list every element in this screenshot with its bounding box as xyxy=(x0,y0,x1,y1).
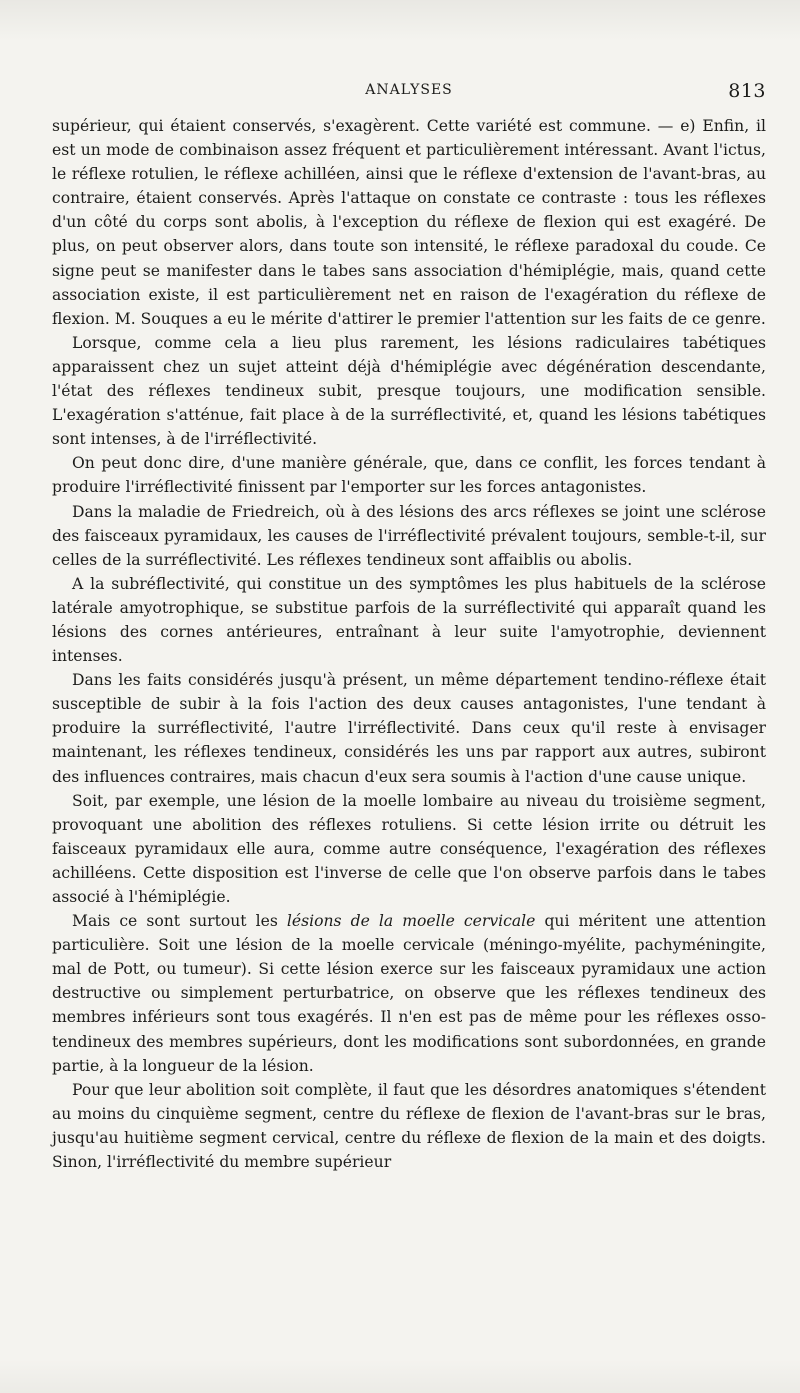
paragraph-text-before: Mais ce sont surtout les xyxy=(72,912,287,931)
body-text xyxy=(52,114,766,1174)
paragraph-continuation: supérieur, qui étaient conservés, s'exagèrent. Cette variété est commune. — e) Enfin, il est un mode de combinaison assez fréquent et particulièrement intéressant. Avant l'ictus, le réflexe rotulien, le réflexe achilléen, ainsi que le réflexe d'extension de l'avant-bras, au contraire, étaient conservés. Après l'attaque on constate ce contraste : tous les réflexes d'un côté du corps sont abolis, à l'exception du réflexe de flexion qui est exagéré. De plus, on peut observer alors, dans toute son intensité, le réflexe paradoxal du coude. Ce signe peut se manifester dans le tabes sans association d'hémiplégie, mais, quand cette association existe, il est particulièrement net en raison de l'exagération du réflexe de flexion. M. Souques a eu le mérite d'attirer le premier l'attention sur les faits de ce genre. xyxy=(52,117,766,328)
paragraph: Dans la maladie de Friedreich, où à des lésions des arcs réflexes se joint une sclérose des faisceaux pyramidaux, les causes de l'irréflectivité prévalent toujours, semble-t-il, sur celles de la surréflectivité. Les réflexes tendineux sont affaiblis ou abolis. xyxy=(52,502,766,569)
paragraph-text-after: qui méritent une attention particulière. Soit une lésion de la moelle cervicale (méningo-myélite, pachyméningite, mal de Pott, ou tumeur). Si cette lésion exerce sur les faisceaux pyramidaux une action destructive ou simplement perturbatrice, on observe que les réflexes tendineux des membres inférieurs sont tous exagérés. Il n'en est pas de même pour les réflexes osso-tendineux des membres supérieurs, dont les modifications sont subordonnées, en grande partie, à la longueur de la lésion. xyxy=(52,912,766,1075)
paragraph: Soit, par exemple, une lésion de la moelle lombaire au niveau du troisième segment, provoquant une abolition des réflexes rotuliens. Si cette lésion irrite ou détruit les faisceaux pyramidaux elle aura, comme autre conséquence, l'exagération des réflexes achilléens. Cette disposition est l'inverse de celle que l'on observe parfois dans le tabes associé à l'hémiplégie. xyxy=(52,791,766,906)
paragraph-with-emphasis xyxy=(52,909,766,1078)
emphasized-phrase: lésions de la moelle cervicale xyxy=(286,912,536,931)
paragraph: Pour que leur abolition soit complète, il faut que les désordres anatomiques s'étendent au moins du cinquième segment, centre du réflexe de flexion de l'avant-bras sur le bras, jusqu'au huitième segment cervical, centre du réflexe de flexion de la main et des doigts. Sinon, l'irréflectivité du membre supérieur xyxy=(52,1080,766,1172)
paragraph: Dans les faits considérés jusqu'à présent, un même département tendino-réflexe était susceptible de subir à la fois l'action des deux causes antagonistes, l'une tendant à produire la surréflectivité, l'autre l'irréflectivité. Dans ceux qu'il reste à envisager maintenant, les réflexes tendineux, considérés les uns par rapport aux autres, subiront des influences contraires, mais chacun d'eux sera soumis à l'action d'une cause unique. xyxy=(52,671,766,786)
running-title: ANALYSES xyxy=(365,82,453,98)
page-number: 813 xyxy=(728,80,766,102)
paragraph: A la subréflectivité, qui constitue un des symptômes les plus habituels de la sclérose latérale amyotrophique, se substitue parfois de la surréflectivité qui apparaît quand les lésions des cornes antérieures, entraînant à leur suite l'amyotrophie, deviennent intenses. xyxy=(52,574,766,666)
page-header xyxy=(52,80,766,106)
paragraph: Lorsque, comme cela a lieu plus rarement, les lésions radiculaires tabétiques apparaissent chez un sujet atteint déjà d'hémiplégie avec dégénération descendante, l'état des réflexes tendineux subit, presque toujours, une modification sensible. L'exagération s'atténue, fait place à de la surréflectivité, et, quand les lésions tabétiques sont intenses, à de l'irréflectivité. xyxy=(52,333,766,449)
paragraph: On peut donc dire, d'une manière générale, que, dans ce conflit, les forces tendant à produire l'irréflectivité finissent par l'emporter sur les forces antagonistes. xyxy=(52,454,766,497)
